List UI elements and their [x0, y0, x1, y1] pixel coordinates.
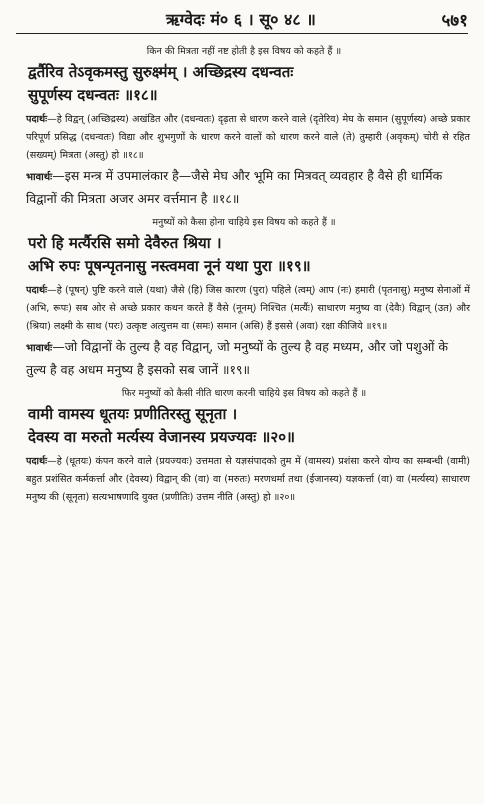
running-title: ऋग्वेदः मं० ६ । सू० ४८ ॥: [166, 10, 316, 29]
purport: [18, 336, 470, 380]
purport-text: —जो विद्वानों के तुल्य है वह विद्वान्, जो मनुष्यों के तुल्य है वह मध्यम, और जो पशुओं के तुल्य है वह अधम मनुष्य है इसको सब जानें ॥१९॥: [26, 339, 448, 377]
purport-label: भावार्थः: [26, 172, 53, 183]
word-meaning: [18, 282, 470, 336]
mantra-line: वामी वामस्य धूतयः प्रणीतिरस्तु सूनृता ।: [28, 405, 238, 423]
verse-intro: फिर मनुष्यों को कैसी नीति धारण करनी चाहिये इस विषय को कहते हैं ॥: [121, 388, 367, 399]
page-number: ५७१: [441, 10, 468, 31]
gloss-text: —हे विद्वन् (अच्छिद्रस्य) अखंडित और (दधन्वतः) दृढ़ता से धारण करने वाले (दृतेरिव) मेघ के समान (सुपूर्णस्य) अच्छे प्रकार परिपूर्ण प्रसिद्ध (दधन्वतः) विद्या और शुभगुणों के धारण करने वालों को धारण करने वाले (ते) तुम्हारी (अवृकम्) चोरी से रहित (सख्यम्) मित्रता (अस्तु) हो ॥१८॥: [26, 114, 470, 161]
verse-intro: मनुष्यों को कैसा होना चाहिये इस विषय को कहते हैं ॥: [152, 217, 336, 228]
page-header: [16, 6, 468, 32]
gloss-label: पदार्थः: [26, 456, 48, 467]
header-rule: [16, 33, 468, 34]
gloss-text: —हे (पूषन्) पुष्टि करने वाले (यथा) जैसे (हि) जिस कारण (पुरा) पहिले (त्वम्) आप (नः) हमारी (पृतनासु) मनुष्य सेनाओं में (अभि, रूपः) सब ओर से अच्छे प्रकार कथन करते हैं वैसे (नूनम्) निश्चित (मर्त्यैः) साधारण मनुष्य वा (देवैः) विद्वान् (उत) और (श्रिया) लक्ष्मी के साथ (परः) उत्कृष्ट अत्युत्तम वा (समः) समान (असि) हैं इससे (अवा) रक्षा कीजिये ॥१९॥: [26, 285, 470, 332]
purport: [18, 165, 470, 209]
purport-label: भावार्थः: [26, 343, 53, 354]
gloss-label: पदार्थः: [26, 114, 48, 125]
mantra-line: द्वर्तैरिव तेऽवृकमस्तु सुरुक्ष्म॑म् । अच्छिद्रस्य दधन्वतः: [28, 63, 294, 81]
gloss-text: —हे (धूतयः) कंपन करने वाले (प्रयज्यवः) उत्तमता से यज्ञसंपादको तुम में (वामस्य) प्रशंसा करने योग्य का सम्बन्धी (वामी) बहुत प्रशंसित कर्मकर्त्ता और (देवस्य) विद्वान् की (वा) वा (मरुतः) मरणधर्मा तथा (ईजानस्य) यज्ञकर्त्ता (वा) वा (मर्त्यस्य) साधारण मनुष्य की (सूनृता) सत्यभाषणादि युक्त (प्रणीतिः) उत्तम नीति (अस्तु) हो ॥२०॥: [26, 456, 470, 503]
gloss-label: पदार्थः: [26, 285, 48, 296]
word-meaning: [18, 453, 470, 507]
verse-intro: किन की मित्रता नहीं नष्ट होती है इस विषय को कहते हैं ॥: [146, 46, 342, 57]
purport-text: —इस मन्त्र में उपमालंकार है—जैसे मेघ और भूमि का मित्रवत् व्यवहार है वैसे ही धार्मिक विद्वानों की मित्रता अजर अमर वर्त्तमान है ॥१८॥: [26, 168, 443, 206]
mantra-line: अभि रुपः पूषन्पृतनासु नस्त्वमवा नूनं यथा पुरा ॥१९॥: [28, 257, 311, 275]
mantra-line: सुपूर्णस्य दधन्वतः ॥१८॥: [28, 86, 158, 104]
mantra-line: देवस्य वा मरुतो मर्त्यस्य वेजानस्य प्रयज्यवः ॥२०॥: [28, 428, 295, 446]
page-body: [18, 38, 470, 507]
mantra-line: परो हि मर्त्यैरसि समो देवैरुत श्रिया ।: [28, 234, 222, 252]
word-meaning: [18, 111, 470, 165]
